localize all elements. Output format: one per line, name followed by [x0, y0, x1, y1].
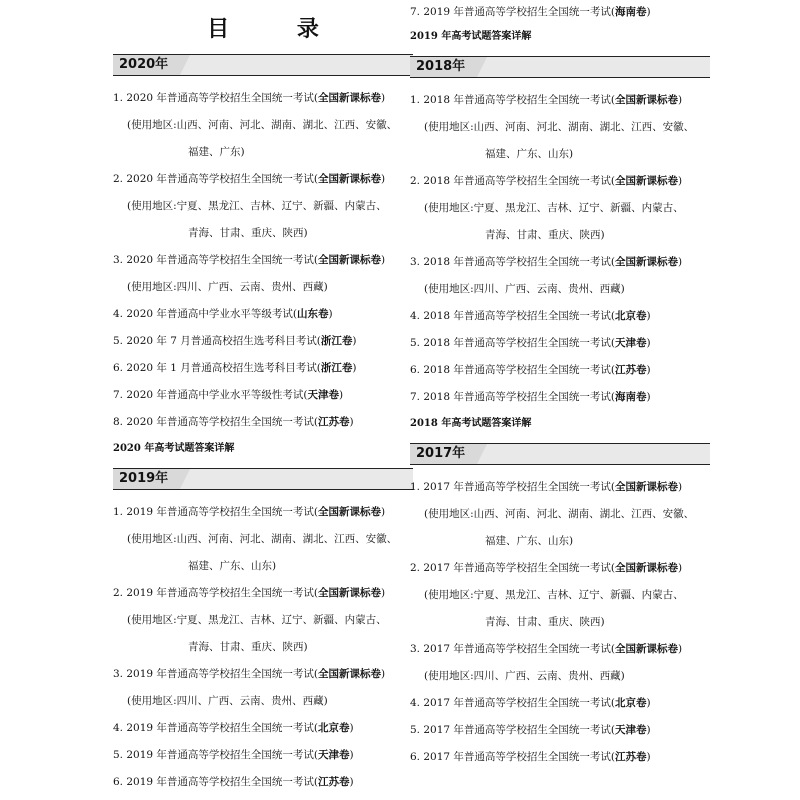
- entry-close: ): [646, 391, 651, 403]
- entry-line: [113, 382, 413, 409]
- year-label: 2020年: [113, 54, 180, 76]
- entry-text: 3. 2017 年普通高等学校招生全国统一考试(: [410, 643, 616, 655]
- entry-text: 5. 2018 年普通高等学校招生全国统一考试(: [410, 337, 616, 349]
- entry-close: ): [678, 175, 683, 187]
- usage-regions: (使用地区:山西、河南、河北、湖南、湖北、江西、安徽、: [424, 508, 695, 520]
- usage-regions-cont: 福建、广东): [188, 146, 245, 158]
- toc-entry[interactable]: [113, 328, 413, 355]
- entry-text: 6. 2018 年普通高等学校招生全国统一考试(: [410, 364, 616, 376]
- entry-text: 5. 2019 年普通高等学校招生全国统一考试(: [113, 749, 319, 761]
- entry-close: ): [349, 749, 354, 761]
- entry-close: ): [646, 6, 651, 18]
- entry-region-label: 江苏卷: [318, 776, 350, 788]
- usage-regions: (使用地区:宁夏、黑龙江、吉林、辽宁、新疆、内蒙古、: [424, 589, 684, 601]
- answer-section-link[interactable]: 2020 年高考试题答案详解: [113, 443, 235, 454]
- entry-line: [113, 166, 413, 193]
- toc-entry[interactable]: [410, 717, 710, 744]
- usage-regions: (使用地区:四川、广西、云南、贵州、西藏): [127, 281, 328, 293]
- toc-entry[interactable]: [410, 474, 710, 555]
- usage-regions: (使用地区:四川、广西、云南、贵州、西藏): [424, 670, 625, 682]
- entry-close: ): [646, 751, 651, 763]
- entry-close: ): [678, 562, 683, 574]
- entry-close: ): [381, 506, 386, 518]
- answer-section-link[interactable]: 2018 年高考试题答案详解: [410, 418, 532, 429]
- entry-line: [113, 247, 413, 274]
- entry-text: 1. 2020 年普通高等学校招生全国统一考试(: [113, 92, 319, 104]
- toc-entry[interactable]: [113, 409, 413, 436]
- entry-text: 4. 2020 年普通高中学业水平等级考试(: [113, 308, 298, 320]
- entry-line: [113, 85, 413, 112]
- year-header: [113, 468, 413, 490]
- usage-regions: (使用地区:山西、河南、河北、湖南、湖北、江西、安徽、: [127, 119, 398, 131]
- entry-close: ): [349, 776, 354, 788]
- usage-regions: (使用地区:山西、河南、河北、湖南、湖北、江西、安徽、: [127, 533, 398, 545]
- entry-region-label: 北京卷: [318, 722, 350, 734]
- entry-region-label: 天津卷: [318, 749, 350, 761]
- usage-regions-cont: 福建、广东、山东): [188, 560, 277, 572]
- entry-region-label: 全国新课标卷: [615, 481, 679, 493]
- year-label: 2019年: [113, 468, 180, 490]
- toc-entry[interactable]: [113, 661, 413, 715]
- left-sections: [113, 54, 413, 796]
- toc-entry[interactable]: [410, 330, 710, 357]
- entry-region-label: 浙江卷: [320, 362, 353, 374]
- entry-line: [410, 357, 710, 384]
- entry-region-label: 北京卷: [615, 697, 647, 709]
- entry-text: 8. 2020 年普通高等学校招生全国统一考试(: [113, 416, 319, 428]
- entry-close: ): [646, 697, 651, 709]
- entry-close: ): [349, 722, 354, 734]
- entry-region-label: 天津卷: [615, 724, 647, 736]
- entry-close: ): [678, 94, 683, 106]
- right-sections: [410, 56, 710, 771]
- entry-region-label: 全国新课标卷: [318, 173, 382, 185]
- entry-region-label: 全国新课标卷: [318, 668, 382, 680]
- entry-region-label: 全国新课标卷: [615, 643, 679, 655]
- usage-regions-cont: 福建、广东、山东): [485, 148, 574, 160]
- right-column: [410, 0, 710, 771]
- entry-text: 7. 2020 年普通高中学业水平等级性考试(: [113, 389, 308, 401]
- usage-regions: (使用地区:四川、广西、云南、贵州、西藏): [127, 695, 328, 707]
- entry-region-label: 全国新课标卷: [318, 254, 382, 266]
- entry-close: ): [381, 668, 386, 680]
- usage-regions-cont: 青海、甘肃、重庆、陕西): [485, 229, 605, 241]
- entry-line: [113, 715, 413, 742]
- entry-text: 7. 2018 年普通高等学校招生全国统一考试(: [410, 391, 616, 403]
- entry-line: [410, 330, 710, 357]
- entry-text: 2. 2020 年普通高等学校招生全国统一考试(: [113, 173, 319, 185]
- year-header: [410, 443, 710, 465]
- entry-region-label: 江苏卷: [318, 416, 350, 428]
- entry-region-label: 全国新课标卷: [615, 256, 679, 268]
- entry-region-label: 江苏卷: [615, 751, 647, 763]
- entry-close: ): [646, 337, 651, 349]
- entry-region-label: 全国新课标卷: [318, 506, 382, 518]
- entry-close: ): [381, 173, 386, 185]
- entry-region-label: 江苏卷: [615, 364, 647, 376]
- usage-regions-cont: 青海、甘肃、重庆、陕西): [188, 227, 308, 239]
- entry-line: [113, 769, 413, 796]
- entry-close: ): [678, 481, 683, 493]
- entry-close: ): [381, 254, 386, 266]
- toc-entry[interactable]: [410, 690, 710, 717]
- entry-line: [113, 499, 413, 526]
- entry-text: 2. 2019 年普通高等学校招生全国统一考试(: [113, 587, 319, 599]
- toc-entry[interactable]: [113, 382, 413, 409]
- entry-line: [113, 328, 413, 355]
- toc-entry[interactable]: [410, 87, 710, 168]
- entry-line: [113, 301, 413, 328]
- toc-entry[interactable]: [410, 249, 710, 303]
- entry-text: 3. 2018 年普通高等学校招生全国统一考试(: [410, 256, 616, 268]
- entry-region-label: 全国新课标卷: [615, 94, 679, 106]
- toc-entry[interactable]: [410, 744, 710, 771]
- entry-region-label: 浙江卷: [320, 335, 353, 347]
- toc-entry[interactable]: [113, 580, 413, 661]
- entry-close: ): [381, 587, 386, 599]
- entry-line: [410, 474, 710, 501]
- entry-close: ): [339, 389, 344, 401]
- entry-line: [113, 409, 413, 436]
- toc-entry[interactable]: [410, 303, 710, 330]
- entry-line: [410, 744, 710, 771]
- toc-entry[interactable]: [113, 715, 413, 742]
- toc-entry[interactable]: [410, 636, 710, 690]
- year-header: [410, 56, 710, 78]
- entry-text: 2. 2018 年普通高等学校招生全国统一考试(: [410, 175, 616, 187]
- entry-text: 5. 2017 年普通高等学校招生全国统一考试(: [410, 724, 616, 736]
- entry-line: [410, 384, 710, 411]
- usage-regions: (使用地区:宁夏、黑龙江、吉林、辽宁、新疆、内蒙古、: [127, 614, 387, 626]
- toc-entry[interactable]: [113, 166, 413, 247]
- usage-regions: (使用地区:山西、河南、河北、湖南、湖北、江西、安徽、: [424, 121, 695, 133]
- year-label: 2017年: [410, 443, 477, 465]
- toc-entry[interactable]: [113, 247, 413, 301]
- entry-close: ): [381, 92, 386, 104]
- entry-text: 1. 2017 年普通高等学校招生全国统一考试(: [410, 481, 616, 493]
- usage-regions-cont: 青海、甘肃、重庆、陕西): [485, 616, 605, 628]
- entry-region-label: 北京卷: [615, 310, 647, 322]
- entry-text: 4. 2018 年普通高等学校招生全国统一考试(: [410, 310, 616, 322]
- toc-entry[interactable]: [410, 555, 710, 636]
- usage-regions: (使用地区:宁夏、黑龙江、吉林、辽宁、新疆、内蒙古、: [424, 202, 684, 214]
- entry-text: 1. 2019 年普通高等学校招生全国统一考试(: [113, 506, 319, 518]
- entry-text: 2. 2017 年普通高等学校招生全国统一考试(: [410, 562, 616, 574]
- toc-entry[interactable]: [410, 384, 710, 411]
- answer-section-link[interactable]: 2019 年高考试题答案详解: [410, 31, 532, 42]
- toc-entry[interactable]: [113, 742, 413, 769]
- entry-close: ): [349, 416, 354, 428]
- toc-entry[interactable]: [113, 355, 413, 382]
- left-column: [113, 0, 413, 796]
- entry-close: ): [646, 724, 651, 736]
- entry-close: ): [352, 362, 357, 374]
- entry-region-label: 天津卷: [307, 389, 340, 401]
- entry-line: [113, 355, 413, 382]
- entry-text: 4. 2017 年普通高等学校招生全国统一考试(: [410, 697, 616, 709]
- entry-line: [410, 636, 710, 663]
- entry-region-label: 海南卷: [615, 391, 647, 403]
- toc-entry[interactable]: [113, 499, 413, 580]
- entry-text: 5. 2020 年 7 月普通高校招生选考科目考试(: [113, 335, 321, 347]
- entry-line: [410, 168, 710, 195]
- entry-close: ): [352, 335, 357, 347]
- entry-line: [410, 690, 710, 717]
- toc-entry[interactable]: [113, 301, 413, 328]
- entry-text: 4. 2019 年普通高等学校招生全国统一考试(: [113, 722, 319, 734]
- entry-text: 6. 2017 年普通高等学校招生全国统一考试(: [410, 751, 616, 763]
- entry-close: ): [646, 364, 651, 376]
- entry-line: [113, 742, 413, 769]
- entry-line: [410, 249, 710, 276]
- toc-entry[interactable]: [113, 85, 413, 166]
- page-title: 目 录: [207, 17, 349, 42]
- entry-close: ): [678, 256, 683, 268]
- entry-line: [410, 717, 710, 744]
- toc-entry[interactable]: [113, 769, 413, 796]
- entry-region-label: 全国新课标卷: [615, 562, 679, 574]
- entry-close: ): [678, 643, 683, 655]
- entry-region-label: 山东卷: [297, 308, 329, 320]
- entry-text: 6. 2020 年 1 月普通高校招生选考科目考试(: [113, 362, 321, 374]
- toc-entry[interactable]: [410, 0, 710, 24]
- entry-region-label: 全国新课标卷: [615, 175, 679, 187]
- year-header: [113, 54, 413, 76]
- entry-line: [113, 661, 413, 688]
- usage-regions: (使用地区:四川、广西、云南、贵州、西藏): [424, 283, 625, 295]
- entry-region-label: 全国新课标卷: [318, 587, 382, 599]
- entry-close: ): [646, 310, 651, 322]
- entry-line: [410, 303, 710, 330]
- entry-text: 6. 2019 年普通高等学校招生全国统一考试(: [113, 776, 319, 788]
- entry-line: [410, 555, 710, 582]
- usage-regions: (使用地区:宁夏、黑龙江、吉林、辽宁、新疆、内蒙古、: [127, 200, 387, 212]
- entry-text: 1. 2018 年普通高等学校招生全国统一考试(: [410, 94, 616, 106]
- entry-region-label: 海南卷: [615, 6, 647, 18]
- year-label: 2018年: [410, 56, 477, 78]
- usage-regions-cont: 福建、广东、山东): [485, 535, 574, 547]
- entry-region-label: 全国新课标卷: [318, 92, 382, 104]
- toc-entry[interactable]: [410, 357, 710, 384]
- entry-region-label: 天津卷: [615, 337, 647, 349]
- usage-regions-cont: 青海、甘肃、重庆、陕西): [188, 641, 308, 653]
- entry-text: 3. 2020 年普通高等学校招生全国统一考试(: [113, 254, 319, 266]
- entry-line: [410, 87, 710, 114]
- entry-line: [113, 580, 413, 607]
- entry-close: ): [328, 308, 333, 320]
- entry-text: 3. 2019 年普通高等学校招生全国统一考试(: [113, 668, 319, 680]
- toc-entry[interactable]: [410, 168, 710, 249]
- entry-text: 7. 2019 年普通高等学校招生全国统一考试(: [410, 6, 616, 18]
